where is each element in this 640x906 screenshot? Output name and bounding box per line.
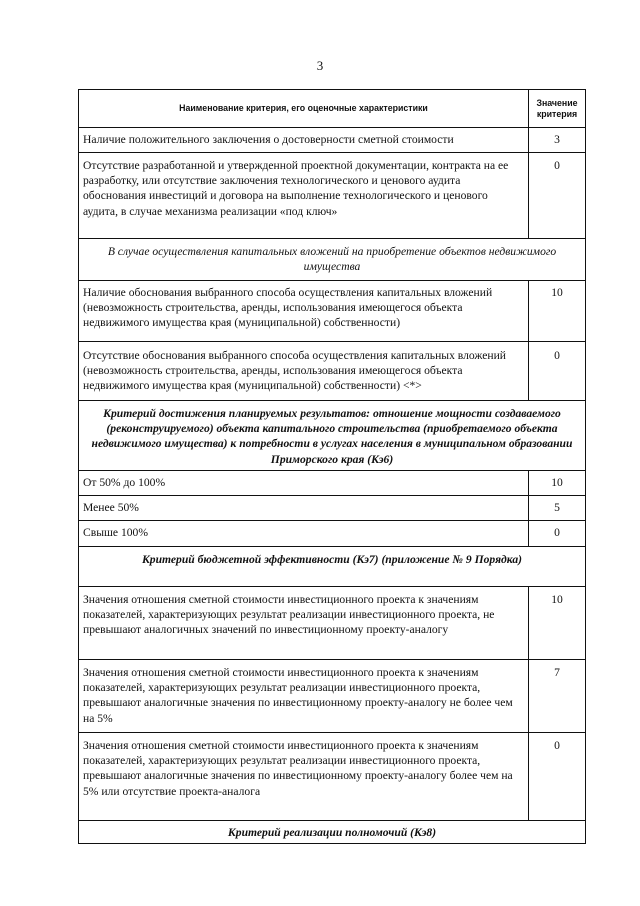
table-row — [79, 496, 586, 521]
criterion-name: Значения отношения сметной стоимости инвестиционного проекта к значениям показателей, характеризующих результат реализации инвестиционного проекта, превышают аналогичные значения по инвестиционному проекту-аналогу более чем на 5% или отсутствие проекта-аналога — [79, 733, 529, 821]
criteria-table — [78, 89, 586, 844]
header-criterion-value: Значение критерия — [529, 90, 586, 128]
table-row — [79, 660, 586, 733]
criterion-value: 0 — [529, 521, 586, 547]
section-title: Критерий достижения планируемых результатов: отношение мощности создаваемого (реконструируемого) объекта капитального строительства (приобретаемого объекта недвижимого имущества) к потребности в услугах населения в муниципальном образовании Приморского края (Кэ6) — [79, 401, 586, 471]
page-number: 3 — [316, 58, 324, 73]
table-row — [79, 471, 586, 496]
criterion-value: 10 — [529, 471, 586, 496]
criterion-name: Значения отношения сметной стоимости инвестиционного проекта к значениям показателей, характеризующих результат реализации инвестиционного проекта, не превышают аналогичных значений по инвестиционному проекту-аналогу — [79, 587, 529, 660]
header-criterion-name: Наименование критерия, его оценочные характеристики — [79, 90, 529, 128]
criterion-value: 0 — [529, 342, 586, 401]
section-title: Критерий реализации полномочий (Кэ8) — [79, 821, 586, 844]
table-row — [79, 521, 586, 547]
criterion-value: 0 — [529, 733, 586, 821]
criterion-name: Менее 50% — [79, 496, 529, 521]
criterion-name: Наличие обоснования выбранного способа осуществления капитальных вложений (невозможность строительства, аренды, использования имеющегося объекта недвижимого имущества края (муниципальной) собственности) — [79, 281, 529, 342]
criterion-name: Значения отношения сметной стоимости инвестиционного проекта к значениям показателей, характеризующих результат реализации инвестиционного проекта, превышают аналогичные значения по инвестиционному проекту-аналогу не более чем на 5% — [79, 660, 529, 733]
section-row — [79, 547, 586, 587]
criterion-value: 0 — [529, 153, 586, 239]
table-header-row — [79, 90, 586, 128]
criterion-value: 7 — [529, 660, 586, 733]
table-row — [79, 128, 586, 153]
criterion-name: От 50% до 100% — [79, 471, 529, 496]
criterion-name: Отсутствие обоснования выбранного способа осуществления капитальных вложений (невозможность строительства, аренды, использования имеющегося объекта недвижимого имущества края (муниципальной) собственности) <*> — [79, 342, 529, 401]
table-row — [79, 153, 586, 239]
section-row — [79, 821, 586, 844]
table-row — [79, 281, 586, 342]
criterion-name: Отсутствие разработанной и утвержденной проектной документации, контракта на ее разработку, или отсутствие заключения технологического и ценового аудита обоснования инвестиций и договора на выполнение технологического и ценового аудита, в случае механизма реализации «под ключ» — [79, 153, 529, 239]
section-row — [79, 239, 586, 281]
criterion-value: 5 — [529, 496, 586, 521]
criterion-name: Наличие положительного заключения о достоверности сметной стоимости — [79, 128, 529, 153]
section-row — [79, 401, 586, 471]
section-title: В случае осуществления капитальных вложений на приобретение объектов недвижимого имущества — [79, 239, 586, 281]
section-title: Критерий бюджетной эффективности (Кэ7) (приложение № 9 Порядка) — [79, 547, 586, 587]
table-row — [79, 733, 586, 821]
table-row — [79, 342, 586, 401]
criterion-value: 3 — [529, 128, 586, 153]
criterion-value: 10 — [529, 281, 586, 342]
table-row — [79, 587, 586, 660]
criterion-name: Свыше 100% — [79, 521, 529, 547]
criterion-value: 10 — [529, 587, 586, 660]
